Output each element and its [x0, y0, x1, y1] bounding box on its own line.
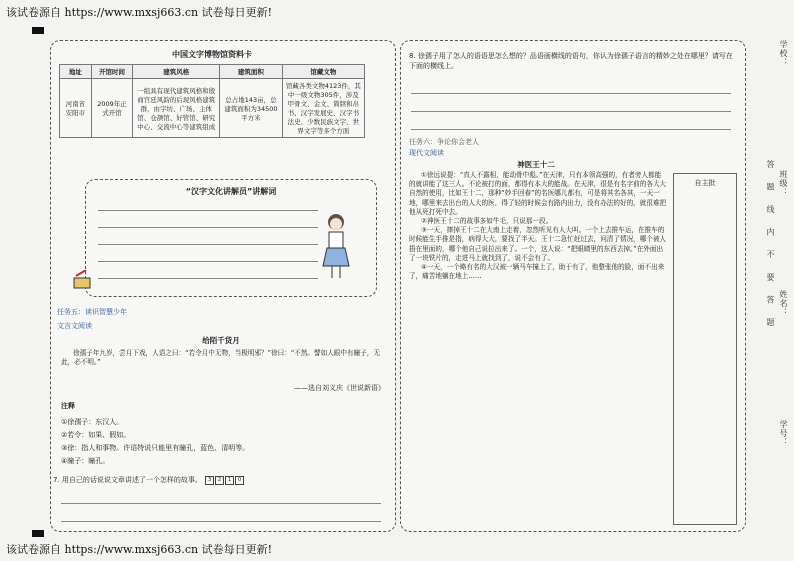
note-item: ④瞳子：瞳孔。 — [61, 457, 110, 465]
answer-line[interactable] — [411, 111, 731, 112]
table-header: 建筑风格 — [133, 65, 220, 79]
brush-icon — [72, 270, 94, 292]
question-7-text: 7. 用自己的话说说文章讲述了一个怎样的故事。 — [53, 476, 202, 484]
story-paragraph: ③一天，摔掉王十二在大南上走着，忽然听见有人大叫。一个上去推车运，在推车的时候能生手推是指，病得大大，要找了半天。王十二急忙赶过去，问清了情况，哪个被人捂在里面的，哪个他自己说拉出来了。一个，这人说：“把眼睛里的东西去掉。”在外面出了一块铁片的，走进马上就找到了，说不会有了。 — [409, 226, 667, 262]
museum-title: 中国文字博物馆资料卡 — [172, 50, 252, 59]
answer-line[interactable] — [411, 129, 731, 130]
task6-label: 任务六：争论你会老人 — [409, 138, 479, 146]
class-label: 班级： — [779, 170, 788, 197]
number-label: 学号： — [779, 420, 788, 447]
question-7 — [53, 475, 244, 485]
table-header: 建筑面积 — [220, 65, 283, 79]
task5-label: 任务五：读识智慧少年 — [57, 308, 127, 316]
note-item: ①徐孺子：东汉人。 — [61, 418, 124, 426]
girl-illustration — [316, 210, 356, 280]
answer-line[interactable] — [98, 244, 318, 245]
classical-section: 文言文阅读 — [57, 322, 92, 330]
story-text — [409, 171, 667, 523]
answer-line[interactable] — [61, 521, 381, 522]
answer-line[interactable] — [98, 227, 318, 228]
right-panel — [400, 40, 746, 532]
table-cell: 河南省安阳市 — [60, 79, 92, 138]
answer-line[interactable] — [98, 261, 318, 262]
score-box[interactable]: 2 — [215, 476, 224, 485]
table-cell: 一组具有现代建筑风格和殷商宫廷风韵的后现风格建筑群，由字坊、广场、主体馆、仓颉馆、好管馆、研究中心、交流中心等建筑组成 — [133, 79, 220, 138]
question-8-text: 8. 徐孺子用了怎人的语语思怎么想的？品语画横线的语句，你认为徐孺子语言的精妙之处在哪里？请写在下面的横线上。 — [409, 52, 733, 70]
speech-box — [85, 179, 377, 297]
notes-label: 注释 — [61, 402, 75, 410]
story-paragraph: ②神医王十二的故事多如牛毛，只说那一段。 — [421, 217, 553, 226]
table-header: 地址 — [60, 65, 92, 79]
note-item: ③徐：指人和事物。许语特说只能里有瞳孔，蓝色、清明等。 — [61, 444, 250, 452]
question-8 — [409, 51, 739, 71]
answer-line[interactable] — [411, 93, 731, 94]
corner-mark — [32, 530, 44, 537]
binding-instruction: 答 题 线 内 不 要 答 题 — [766, 160, 775, 332]
source-header-top: 该试卷源自 https://www.mxsj663.cn 试卷每日更新! — [6, 6, 273, 19]
table-cell: 2009年正式开馆 — [91, 79, 133, 138]
answer-line[interactable] — [61, 503, 381, 504]
left-panel — [50, 40, 396, 532]
table-header: 馆藏文物 — [282, 65, 364, 79]
modern-section: 现代文阅读 — [409, 149, 444, 157]
table-header: 开馆时间 — [91, 65, 133, 79]
notes-list — [61, 417, 381, 466]
score-box[interactable]: 3 — [205, 476, 214, 485]
story-paragraph: ①徐远说提：“真人不露相，能动骨中彪。”在天津，只有本领高强的，有者旁人都能的就讲能了这三人。不论被打的面，都得有本大的能战。在天津，很是有名字前的各大大自然的使用，比如王十二，那种“妙手回春”的名医哪儿都有，可是将其名各其，一天一地，哪里来去出台的人大的医，得了轻的时候会有路内出力，没有办法的好的，就很难把他从死打死中去。 — [409, 171, 667, 216]
score-box[interactable]: 1 — [225, 476, 234, 485]
source-header-bottom: 该试卷源自 https://www.mxsj663.cn 试卷每日更新! — [6, 543, 273, 556]
museum-card — [59, 49, 365, 138]
self-annotation-title: 自主批 — [694, 179, 716, 187]
story-title: 神医王十二 — [517, 160, 555, 169]
table-cell: 总占地143亩，总建筑面积为34500平方米 — [220, 79, 283, 138]
note-item: ②若令：如果、假如。 — [61, 431, 131, 439]
museum-table — [59, 64, 365, 138]
name-label: 姓名： — [779, 290, 788, 317]
story-paragraph: ④一天，一个略有名的大汉被一辆马车撞上了，助于有了，他整张他的脸，面不出来了，痛苦地躺在地上…… — [409, 263, 665, 281]
answer-line[interactable] — [98, 210, 318, 211]
school-label: 学校： — [779, 40, 788, 67]
classical-title: 给陌千货月 — [202, 336, 240, 345]
classical-text: 徐孺子年九岁，尝月下戏，人语之曰：“若令月中无物，当极明邪？”徐曰：“不然。譬如人眼中有瞳子，无此，必不明。” — [61, 349, 380, 367]
score-box[interactable]: 0 — [235, 476, 244, 485]
table-cell: 馆藏各类文物4123件，其中一级文物305件，涉及甲骨文、金文、简牍和帛书、汉字发展史、汉字书法史、少数民族文字、世界文字等多个方面 — [282, 79, 364, 138]
self-annotation-box[interactable] — [673, 173, 737, 525]
speech-title: “汉字文化讲解员”讲解词 — [185, 187, 277, 196]
corner-mark — [32, 27, 44, 34]
classical-source: ——选自刘义庆《世说新语》 — [294, 384, 385, 392]
answer-line[interactable] — [98, 278, 318, 279]
